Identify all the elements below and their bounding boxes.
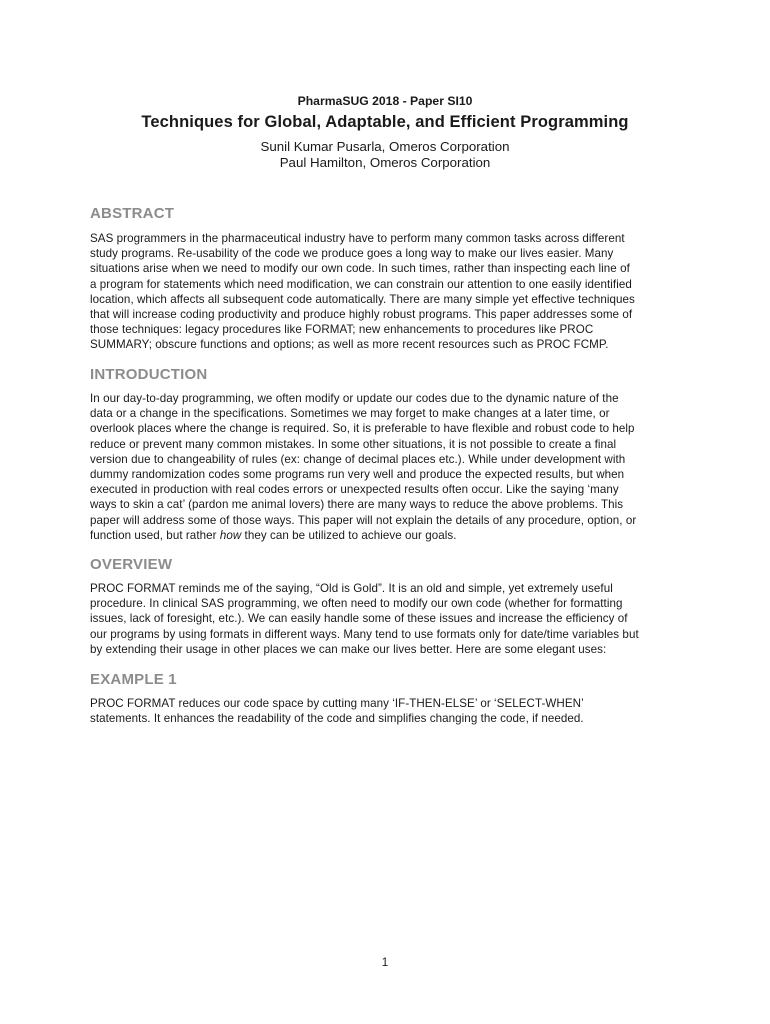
text-line: statements. It enhances the readability of the code and simplifies changing the code, if needed. [90, 712, 584, 726]
text-segment: function used, but rather [90, 528, 220, 542]
text-line: In our day-to-day programming, we often modify or update our codes due to the dynamic nature of the [90, 392, 619, 405]
text-line: procedure. In clinical SAS programming, we often need to modify our own code (whether for formatting [90, 597, 623, 611]
author-line: Sunil Kumar Pusarla, Omeros Corporation [260, 139, 510, 154]
text-line: overlook places where the change is required. So, it is preferable to have flexible and robust code to help [90, 422, 635, 436]
text-line: study programs. Re-usability of the code we produce goes a long way to make our lives easier. Many [90, 247, 614, 261]
introduction-heading: INTRODUCTION [90, 366, 208, 383]
text-line: data or a change in the specifications. Sometimes we may forget to make changes at a later time, or [90, 407, 610, 421]
paper-title: Techniques for Global, Adaptable, and Efficient Programming [141, 113, 629, 131]
text-line: that will increase coding productivity and produce highly robust programs. This paper addresses some of [90, 308, 633, 322]
overview-paragraph [90, 581, 690, 657]
text-line: PROC FORMAT reduces our code space by cutting many ‘IF-THEN-ELSE’ or ‘SELECT-WHEN’ [90, 697, 584, 710]
text-line: paper will address some of those ways. This paper will not explain the details of any procedure, option, or [90, 513, 637, 527]
page-number: 1 [381, 956, 389, 969]
abstract-heading: ABSTRACT [90, 205, 175, 222]
text-line: our programs by using formats in different ways. Many tend to use formats only for date/time variables but [90, 627, 639, 641]
text-segment: they can be utilized to achieve our goals. [241, 528, 457, 542]
text-line: SAS programmers in the pharmaceutical industry have to perform many common tasks across different [90, 232, 625, 245]
text-line: those techniques: legacy procedures like FORMAT; new enhancements to procedures like PROC [90, 323, 594, 337]
abstract-paragraph [90, 231, 690, 353]
text-line: situations arise when we need to modify our own code. In such times, rather than inspecting each line of [90, 262, 630, 276]
introduction-paragraph [90, 391, 690, 543]
text-line: issues, lack of foresight, etc.). We can easily handle some of these issues and increase the efficiency of [90, 612, 628, 626]
text-line: version due to changeability of rules (ex: change of decimal places etc.). While under development with [90, 452, 626, 466]
text-line: location, which affects all subsequent code automatically. There are many simple yet effective techniques [90, 292, 635, 306]
example-1-paragraph [90, 696, 690, 726]
text-line: reduce or prevent many common mistakes. In some other situations, it is not possible to create a final [90, 437, 617, 451]
text-line: by extending their usage in other places we can make our lives better. Here are some elegant uses: [90, 642, 607, 656]
text-line: dummy randomization codes some programs run very well and produce the expected results, but when [90, 468, 625, 482]
author-line: Paul Hamilton, Omeros Corporation [279, 155, 491, 170]
text-line: executed in production with real codes errors or unexpected results often occur. Like the saying ‘many [90, 483, 619, 497]
conference-paper-id: PharmaSUG 2018 - Paper SI10 [297, 94, 473, 108]
text-line: ways to skin a cat’ (pardon me animal lovers) there are many ways to reduce the above problems. This [90, 498, 624, 512]
emphasized-word: how [219, 528, 242, 542]
text-line: a program for statements which need modification, we can constrain our attention to one easily identified [90, 277, 632, 291]
text-line: PROC FORMAT reminds me of the saying, “Old is Gold”. It is an old and simple, yet extremely useful [90, 582, 613, 595]
example-1-heading: EXAMPLE 1 [90, 671, 177, 688]
text-line: SUMMARY; obscure functions and options; as well as more recent resources such as PROC FCMP. [90, 338, 609, 352]
text-line [90, 528, 690, 543]
overview-heading: OVERVIEW [90, 556, 173, 573]
